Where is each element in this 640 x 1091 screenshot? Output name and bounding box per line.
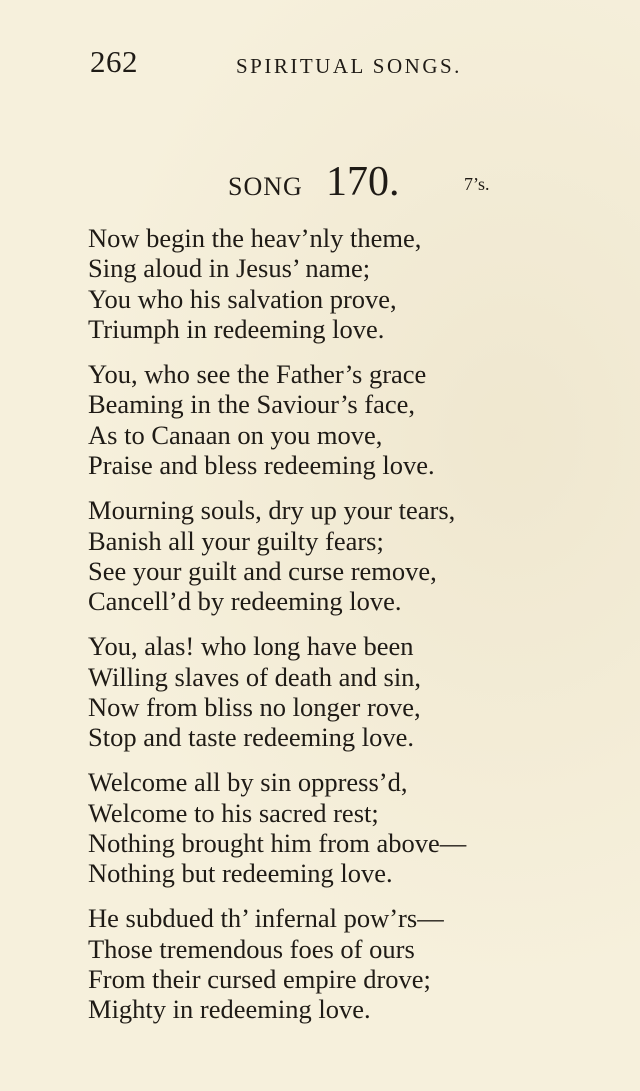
verse-line: Cancell’d by redeeming love. [88, 586, 402, 617]
verse-1 [88, 223, 568, 345]
verse-line: Welcome all by sin oppress’d, [88, 767, 408, 798]
verse-line: Stop and taste redeeming love. [88, 722, 415, 753]
verse-line: Praise and bless redeeming love. [88, 450, 435, 481]
verse-4 [88, 631, 568, 753]
verse-2 [88, 359, 568, 481]
verse-line: You, alas! who long have been [88, 631, 414, 662]
verse-line: Mourning souls, dry up your tears, [88, 495, 456, 526]
song-heading [228, 158, 528, 208]
running-head [90, 44, 500, 84]
verse-line: Willing slaves of death and sin, [88, 661, 422, 692]
verse-line: Welcome to his sacred rest; [88, 797, 379, 828]
verse-line: You who his salvation prove, [88, 283, 397, 314]
verse-line: As to Canaan on you move, [88, 419, 383, 450]
verse-line: Triumph in redeeming love. [88, 314, 385, 345]
verse-line: See your guilt and curse remove, [88, 555, 437, 586]
verse-line: Sing aloud in Jesus’ name; [88, 253, 371, 284]
verse-5 [88, 767, 568, 889]
song-text [88, 223, 568, 1039]
verse-line: Beaming in the Saviour’s face, [88, 389, 415, 420]
verse-line: Nothing brought him from above— [88, 828, 467, 859]
verse-line: Mighty in redeeming love. [88, 994, 371, 1025]
verse-line: You, who see the Father’s grace [88, 359, 427, 390]
verse-3 [88, 495, 568, 617]
running-title: SPIRITUAL SONGS. [236, 54, 462, 78]
verse-line: Those tremendous foes of ours [88, 933, 415, 964]
page-number: 262 [90, 44, 138, 79]
verse-line: From their cursed empire drove; [88, 964, 431, 995]
song-number: 170. [326, 159, 400, 205]
song-meter: 7’s. [464, 174, 490, 194]
verse-line: Nothing but redeeming love. [88, 858, 393, 889]
verse-line: Now from bliss no longer rove, [88, 691, 421, 722]
verse-line: Now begin the heav’nly theme, [88, 223, 422, 253]
verse-line: He subdued th’ infernal pow’rs— [88, 903, 444, 934]
verse-line: Banish all your guilty fears; [88, 525, 384, 556]
song-label: SONG [228, 172, 303, 201]
verse-6 [88, 903, 568, 1025]
